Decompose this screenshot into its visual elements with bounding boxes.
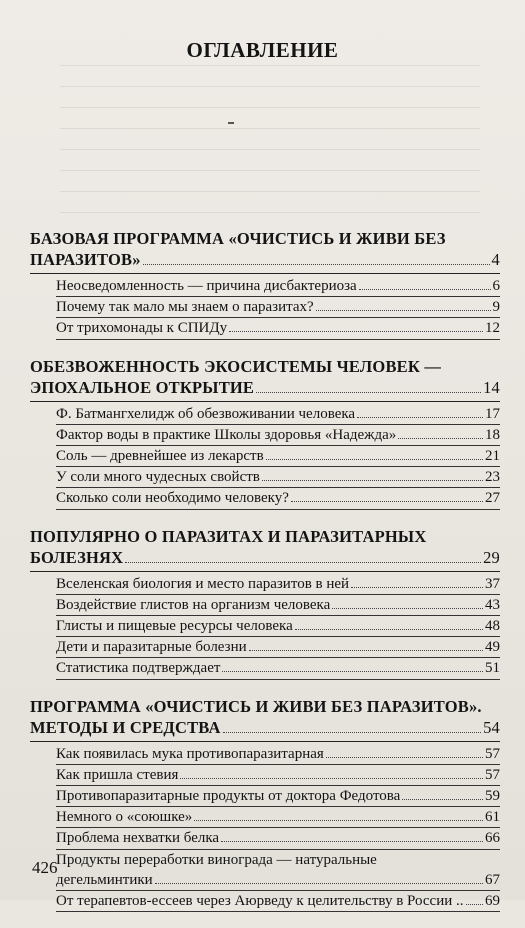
entry-title-line1: Продукты переработки винограда — натуральные — [56, 851, 377, 868]
page-title: ОГЛАВЛЕНИЕ — [186, 38, 339, 62]
toc-entry[interactable] — [56, 488, 500, 509]
table-of-contents — [30, 228, 500, 928]
toc-entry[interactable] — [56, 765, 500, 786]
leader-dots — [222, 671, 483, 672]
leader-dots — [326, 757, 483, 758]
section-heading[interactable] — [30, 696, 500, 738]
entry-page-number: 48 — [485, 618, 500, 635]
section-heading[interactable] — [30, 228, 500, 270]
section-page-number: 14 — [483, 377, 500, 397]
section-page-number: 4 — [491, 250, 500, 269]
toc-entry[interactable] — [56, 467, 500, 488]
entry-title: Как пришла стевия — [56, 766, 179, 783]
entry-title: Воздействие глистов на организм человека — [56, 596, 331, 613]
section-page-number: 54 — [483, 717, 500, 737]
entry-title: Статистика подтверждает — [56, 660, 221, 677]
entry-title: Дети и паразитарные болезни — [56, 639, 247, 656]
leader-dots — [332, 608, 483, 609]
entry-page-number: 59 — [485, 788, 500, 805]
entry-title: Глисты и пищевые ресурсы человека — [56, 618, 293, 635]
entry-page-number: 17 — [485, 405, 500, 422]
bleed-through-texture — [60, 55, 480, 230]
entry-page-number: 27 — [485, 490, 500, 507]
dash-mark — [228, 122, 234, 124]
leader-dots — [249, 650, 483, 651]
leader-dots — [180, 778, 483, 779]
section-page-number: 29 — [483, 547, 500, 567]
section-heading-line2: МЕТОДЫ И СРЕДСТВА — [30, 717, 221, 737]
leader-dots — [357, 417, 483, 418]
entry-page-number: 51 — [485, 660, 500, 677]
toc-entry[interactable] — [56, 637, 500, 658]
toc-entry[interactable] — [56, 786, 500, 807]
entry-title: У соли много чудесных свойств — [56, 469, 260, 486]
toc-entry[interactable] — [56, 828, 500, 849]
leader-dots — [221, 841, 483, 842]
leader-dots — [194, 820, 483, 821]
toc-entry[interactable] — [56, 595, 500, 616]
section-heading-line1: БАЗОВАЯ ПРОГРАММА «ОЧИСТИСЬ И ЖИВИ БЕЗ — [30, 229, 446, 248]
entry-page-number: 21 — [485, 448, 500, 465]
toc-entry[interactable] — [56, 276, 500, 297]
section-rule — [30, 273, 500, 274]
entry-title: Ф. Батмангхелидж об обезвоживании человека — [56, 405, 356, 422]
entry-title: Соль — древнейшее из лекарств — [56, 448, 264, 465]
section-rule — [30, 571, 500, 572]
section-heading-line2: ПАРАЗИТОВ» — [30, 250, 141, 269]
leader-dots — [143, 264, 490, 265]
entry-page-number: 6 — [492, 278, 500, 294]
entry-page-number: 12 — [485, 320, 500, 337]
leader-dots — [256, 392, 481, 393]
section-rule — [30, 401, 500, 402]
page-number: 426 — [32, 858, 58, 877]
entry-page-number: 57 — [485, 766, 500, 783]
section-heading[interactable] — [30, 356, 500, 398]
toc-section-2 — [30, 356, 500, 510]
toc-entry[interactable] — [56, 616, 500, 637]
leader-dots — [266, 459, 483, 460]
toc-entry[interactable] — [56, 297, 500, 318]
leader-dots — [291, 501, 483, 502]
section-heading-line1: ПОПУЛЯРНО О ПАРАЗИТАХ И ПАРАЗИТАРНЫХ — [30, 526, 427, 546]
leader-dots — [155, 883, 483, 884]
toc-section-1 — [30, 228, 500, 340]
leader-dots — [398, 438, 483, 439]
leader-dots — [359, 289, 491, 290]
entry-title: Как появилась мука противопаразитарная — [56, 745, 324, 762]
entry-page-number: 61 — [485, 809, 500, 826]
section-heading-line2: ЭПОХАЛЬНОЕ ОТКРЫТИЕ — [30, 377, 255, 397]
toc-section-3 — [30, 526, 500, 680]
entry-page-number: 69 — [485, 893, 500, 910]
entry-title: От трихомонады к СПИДу — [56, 320, 228, 337]
entry-page-number: 67 — [485, 871, 500, 888]
entry-title: Неосведомленность — причина дисбактериоза — [56, 278, 357, 294]
toc-entry[interactable] — [56, 850, 500, 891]
leader-dots — [466, 904, 483, 905]
leader-dots — [229, 331, 483, 332]
entry-title: Противопаразитарные продукты от доктора Федотова — [56, 788, 401, 805]
leader-dots — [295, 629, 483, 630]
entry-title: Проблема нехватки белка — [56, 830, 220, 847]
toc-entry[interactable] — [56, 807, 500, 828]
section-heading[interactable] — [30, 526, 500, 568]
entry-title: Почему так мало мы знаем о паразитах? — [56, 299, 314, 316]
entry-page-number: 23 — [485, 469, 500, 486]
toc-entry[interactable] — [56, 404, 500, 425]
toc-entry[interactable] — [56, 891, 500, 912]
entry-page-number: 37 — [485, 575, 500, 592]
leader-dots — [351, 587, 483, 588]
leader-dots — [402, 799, 483, 800]
leader-dots — [125, 562, 481, 563]
section-heading-line1: ПРОГРАММА «ОЧИСТИСЬ И ЖИВИ БЕЗ ПАРАЗИТОВ». — [30, 696, 482, 716]
section-heading-line1: ОБЕЗВОЖЕННОСТЬ ЭКОСИСТЕМЫ ЧЕЛОВЕК — — [30, 356, 442, 376]
toc-entry[interactable] — [56, 574, 500, 595]
entry-title: Сколько соли необходимо человеку? — [56, 490, 289, 507]
entry-page-number: 43 — [485, 596, 500, 613]
toc-entry[interactable] — [56, 318, 500, 339]
entry-page-number: 49 — [485, 639, 500, 656]
entry-title: Вселенская биология и место паразитов в ней — [56, 575, 350, 592]
entry-title: Немного о «союшке» — [56, 809, 193, 826]
section-heading-line2: БОЛЕЗНЯХ — [30, 547, 124, 567]
entry-title-line2: дегельминтики — [56, 871, 153, 888]
entry-page-number: 57 — [485, 745, 500, 762]
toc-entry[interactable] — [56, 658, 500, 679]
toc-section-4 — [30, 696, 500, 913]
entry-title: От терапевтов-ессеев через Аюрведу к целительству в России .. — [56, 893, 464, 910]
section-rule — [30, 741, 500, 742]
leader-dots — [316, 310, 491, 311]
toc-entry[interactable] — [56, 425, 500, 446]
toc-entry[interactable] — [56, 446, 500, 467]
entry-page-number: 18 — [485, 426, 500, 443]
leader-dots — [262, 480, 483, 481]
toc-entry[interactable] — [56, 744, 500, 765]
entry-page-number: 66 — [485, 830, 500, 847]
entry-title: Фактор воды в практике Школы здоровья «Надежда» — [56, 426, 397, 443]
entry-page-number: 9 — [492, 299, 500, 316]
leader-dots — [223, 732, 482, 733]
